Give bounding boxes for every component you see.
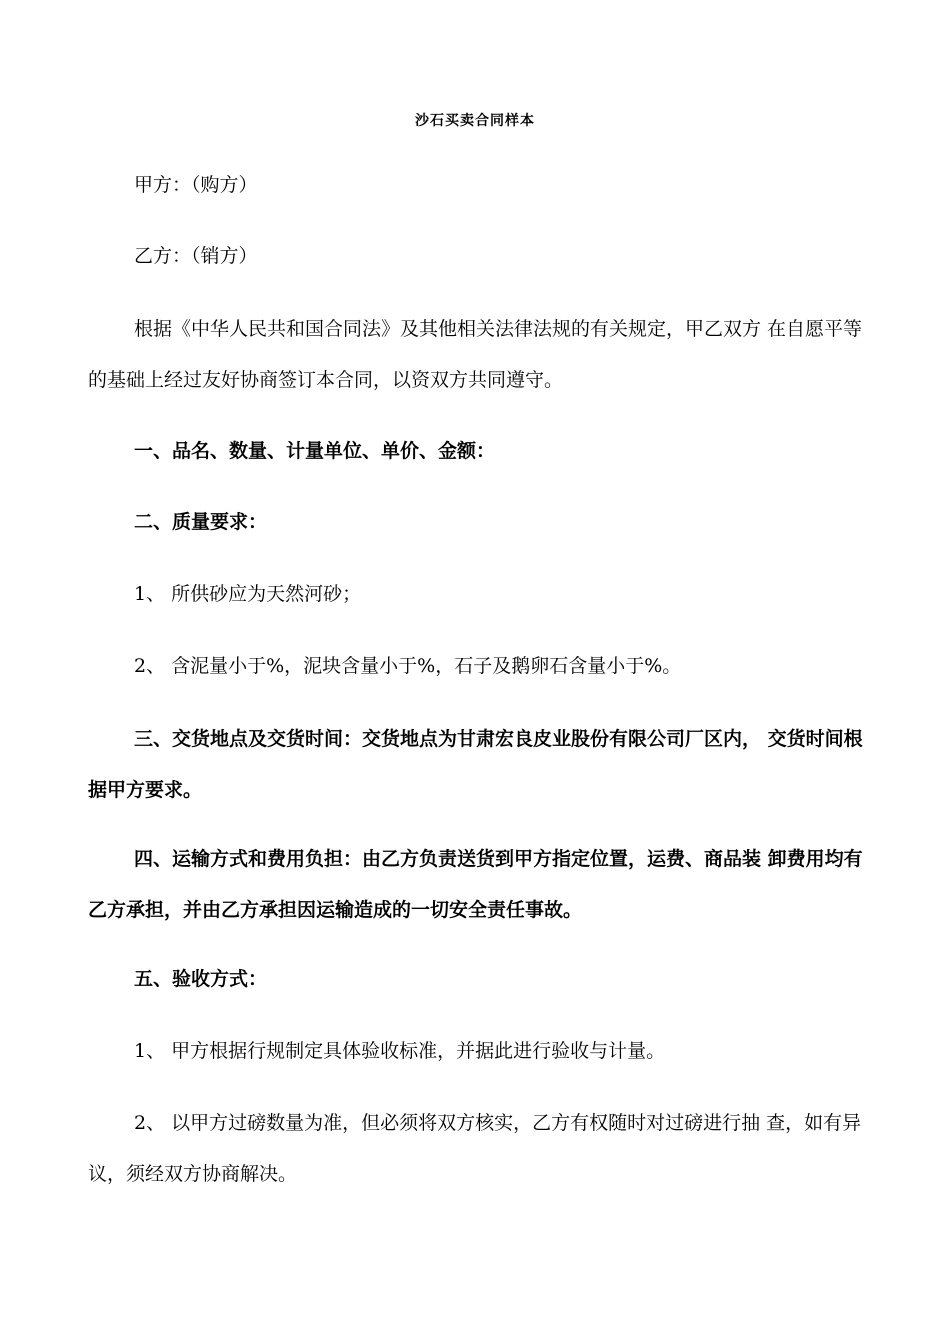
document-title: 沙石买卖合同样本 bbox=[415, 113, 535, 129]
section-2-item-1 bbox=[88, 569, 878, 620]
section-4-paragraph bbox=[88, 834, 878, 936]
section-5-text: 五、验收方式： bbox=[134, 968, 268, 990]
party-b-text: 乙方：（销方） bbox=[134, 245, 258, 267]
party-a-text: 甲方：（购方） bbox=[134, 174, 258, 196]
section-2-item-2-text: 2、 含泥量小于%，泥块含量小于%，石子及鹅卵石含量小于%。 bbox=[134, 655, 682, 677]
section-1-text: 一、品名、数量、计量单位、单价、金额： bbox=[134, 440, 496, 462]
section-1-heading bbox=[88, 426, 878, 477]
section-2-text: 二、质量要求： bbox=[134, 511, 268, 533]
section-2-item-1-text: 1、 所供砂应为天然河砂； bbox=[134, 583, 362, 605]
section-3-paragraph bbox=[88, 714, 878, 816]
section-5-item-2 bbox=[88, 1098, 878, 1200]
section-2-heading bbox=[88, 497, 878, 548]
preamble-paragraph bbox=[88, 304, 878, 406]
section-4-text: 四、运输方式和费用负担：由乙方负责送货到甲方指定位置，运费、商品装 卸费用均有乙方承担，并由乙方承担因运输造成的一切安全责任事故。 bbox=[88, 848, 863, 921]
section-5-item-2-text: 2、 以甲方过磅数量为准，但必须将双方核实，乙方有权随时对过磅进行抽 查，如有异议，须经双方协商解决。 bbox=[88, 1112, 862, 1185]
section-2-item-2 bbox=[88, 641, 878, 692]
party-a-line bbox=[88, 160, 878, 211]
section-5-item-1-text: 1、 甲方根据行规制定具体验收标准，并据此进行验收与计量。 bbox=[134, 1040, 666, 1062]
preamble-text: 根据《中华人民共和国合同法》及其他相关法律法规的有关规定，甲乙双方 在自愿平等的基础上经过友好协商签订本合同，以资双方共同遵守。 bbox=[88, 318, 863, 391]
section-3-text: 三、交货地点及交货时间：交货地点为甘肃宏良皮业股份有限公司厂区内， 交货时间根据甲方要求。 bbox=[88, 728, 863, 801]
party-b-line bbox=[88, 231, 878, 282]
section-5-heading bbox=[88, 954, 878, 1005]
section-5-item-1 bbox=[88, 1026, 878, 1077]
